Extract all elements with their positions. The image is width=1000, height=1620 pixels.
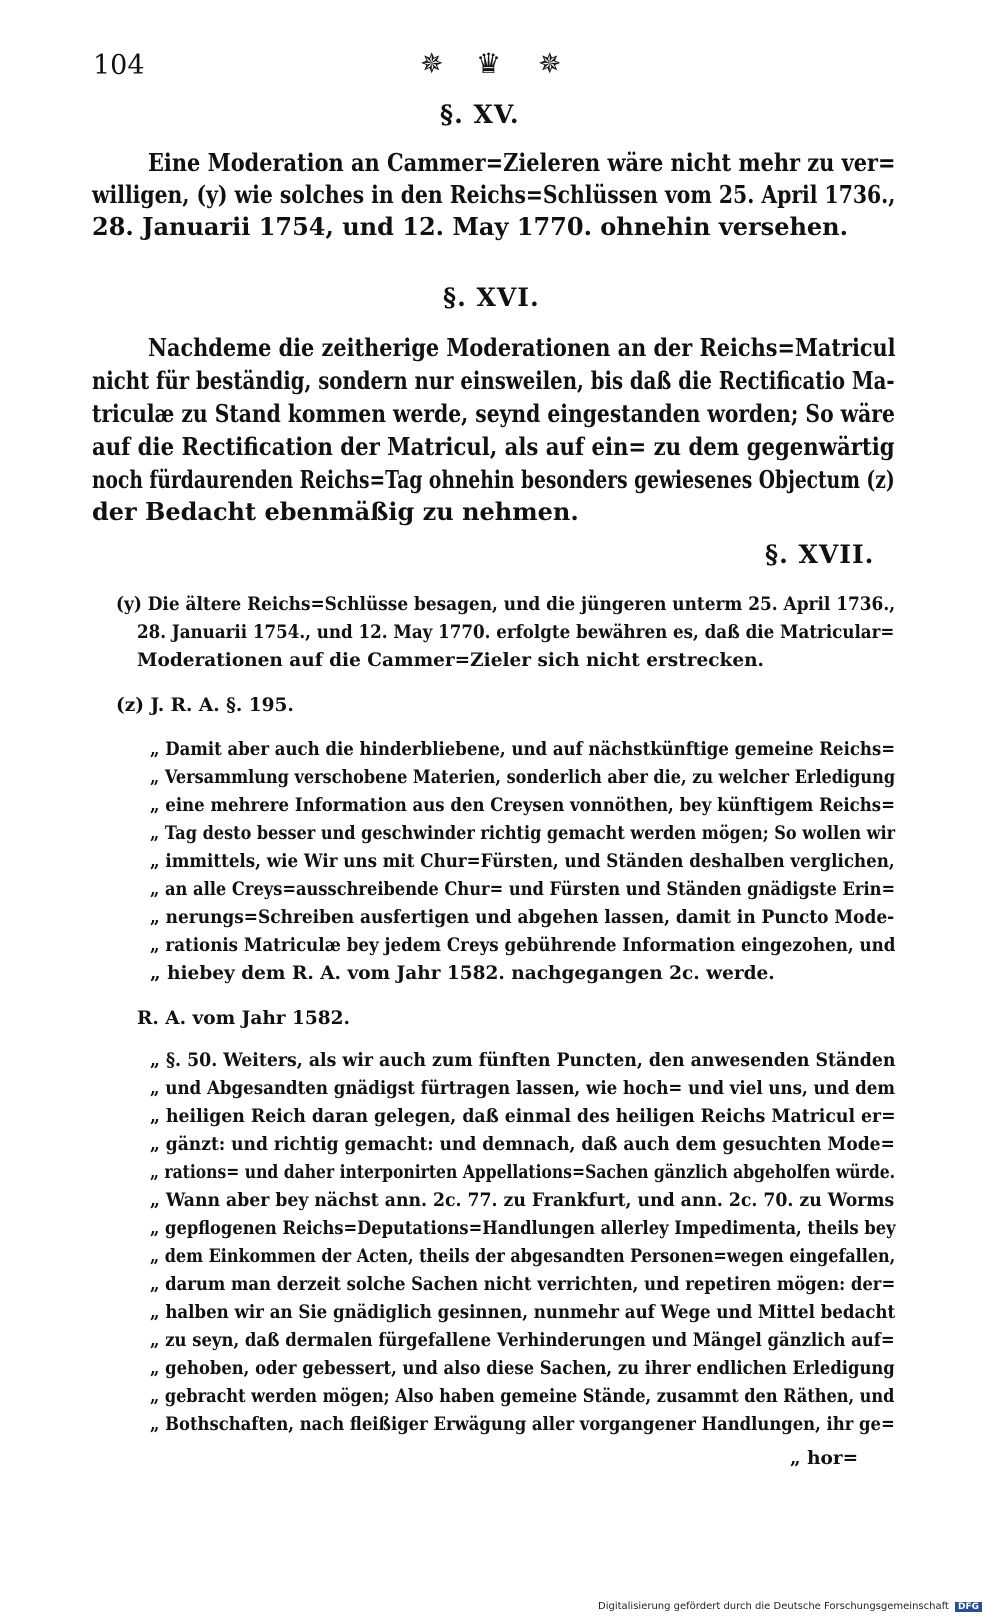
quote-line: „ eine mehrere Information aus den Creysen vonnöthen, bey künftigem Reichs=: [150, 795, 895, 816]
quote-line: „ Bothschaften, nach fleißiger Erwägung aller vorgangener Handlungen, ihr ge=: [150, 1414, 895, 1435]
paragraph-line: triculæ zu Stand kommen werde, seynd eingestanden worden; So wäre: [92, 399, 895, 428]
section-heading-xvi: §. XVI.: [443, 283, 540, 312]
quote-line: „ rations= und daher interponirten Appellations=Sachen gänzlich abgeholfen würde.: [150, 1162, 896, 1183]
ra-1582-heading: R. A. vom Jahr 1582.: [137, 1008, 350, 1029]
quote-line: „ §. 50. Weiters, als wir auch zum fünften Puncten, den anwesenden Ständen: [150, 1050, 896, 1071]
paragraph-line: willigen, (y) wie solches in den Reichs=Schlüssen vom 25. April 1736.,: [92, 180, 896, 209]
quote-line: „ Versammlung verschobene Materien, sonderlich aber die, zu welcher Erledigung: [150, 767, 896, 788]
paragraph-line: der Bedacht ebenmäßig zu nehmen.: [92, 497, 579, 526]
quote-line: „ gebracht werden mögen; Also haben gemeine Stände, zusammt den Räthen, und: [150, 1386, 895, 1407]
quote-line: „ gepflogenen Reichs=Deputations=Handlungen allerley Impedimenta, theils bey: [150, 1218, 896, 1239]
footnote-y-line: 28. Januarii 1754., und 12. May 1770. erfolgte bewähren es, daß die Matricular=: [137, 622, 895, 643]
paragraph-line: 28. Januarii 1754, und 12. May 1770. ohnehin versehen.: [92, 212, 848, 241]
quote-line: „ Wann aber bey nächst ann. 2c. 77. zu Frankfurt, und ann. 2c. 70. zu Worms: [150, 1190, 895, 1211]
footnote-y-line: (y) Die ältere Reichs=Schlüsse besagen, und die jüngeren unterm 25. April 1736.,: [116, 594, 896, 615]
crown-ornament-icon: ♛: [476, 47, 502, 80]
dfg-logo: DFG: [955, 1602, 982, 1612]
paragraph-line: nicht für beständig, sondern nur einsweilen, bis daß die Rectificatio Ma-: [92, 366, 895, 395]
paragraph-line: noch fürdaurenden Reichs=Tag ohnehin besonders gewiesenes Objectum (z): [92, 465, 895, 494]
quote-line: „ dem Einkommen der Acten, theils der abgesandten Personen=wegen eingefallen,: [150, 1246, 896, 1267]
quote-line: „ gänzt: und richtig gemacht: und demnach, daß auch dem gesuchten Mode=: [150, 1134, 895, 1155]
quote-line: „ hiebey dem R. A. vom Jahr 1582. nachgegangen 2c. werde.: [150, 963, 775, 984]
credit-text: Digitalisierung gefördert durch die Deutsche Forschungsgemeinschaft: [598, 1601, 949, 1612]
quote-line: „ Damit aber auch die hinderbliebene, und auf nächstkünftige gemeine Reichs=: [150, 739, 896, 760]
section-heading-xvii: §. XVII.: [765, 540, 875, 569]
paragraph-line: Nachdeme die zeitherige Moderationen an der Reichs=Matricul: [148, 333, 896, 362]
flower-ornament-icon: ✵: [420, 47, 444, 80]
flower-ornament-icon: ✵: [538, 47, 562, 80]
quote-line: „ zu seyn, daß dermalen fürgefallene Verhinderungen und Mängel gänzlich auf=: [150, 1330, 895, 1351]
quote-line: „ an alle Creys=ausschreibende Chur= und Fürsten und Ständen gnädigste Erin=: [150, 879, 896, 900]
quote-line: „ darum man derzeit solche Sachen nicht verrichten, und repetiren mögen: der=: [150, 1274, 896, 1295]
footnote-z-heading: (z) J. R. A. §. 195.: [116, 695, 294, 716]
quote-line: „ nerungs=Schreiben ausfertigen und abgehen lassen, damit in Puncto Mode-: [150, 907, 895, 928]
quote-line: „ gehoben, oder gebessert, und also diese Sachen, zu ihrer endlichen Erledigung: [150, 1358, 895, 1379]
catchword: „ hor=: [790, 1448, 859, 1469]
quote-line: „ Tag desto besser und geschwinder richtig gemacht werden mögen; So wollen wir: [150, 823, 896, 844]
footnote-y-line: Moderationen auf die Cammer=Zieler sich nicht erstrecken.: [137, 650, 764, 671]
section-heading-xv: §. XV.: [440, 100, 520, 129]
page-number: 104: [93, 50, 145, 81]
quote-line: „ halben wir an Sie gnädiglich gesinnen, nunmehr auf Wege und Mittel bedacht: [150, 1302, 896, 1323]
paragraph-line: auf die Rectification der Matricul, als auf ein= zu dem gegenwärtig: [92, 432, 895, 461]
quote-line: „ heiligen Reich daran gelegen, daß einmal des heiligen Reichs Matricul er=: [150, 1106, 896, 1127]
digitization-credit: [598, 1601, 982, 1612]
paragraph-line: Eine Moderation an Cammer=Zieleren wäre nicht mehr zu ver=: [148, 148, 896, 177]
quote-line: „ und Abgesandten gnädigst fürtragen lassen, wie hoch= und viel uns, und dem: [150, 1078, 895, 1099]
quote-line: „ immittels, wie Wir uns mit Chur=Fürsten, und Ständen deshalben verglichen,: [150, 851, 895, 872]
quote-line: „ rationis Matriculæ bey jedem Creys gebührende Information eingezohen, und: [150, 935, 896, 956]
